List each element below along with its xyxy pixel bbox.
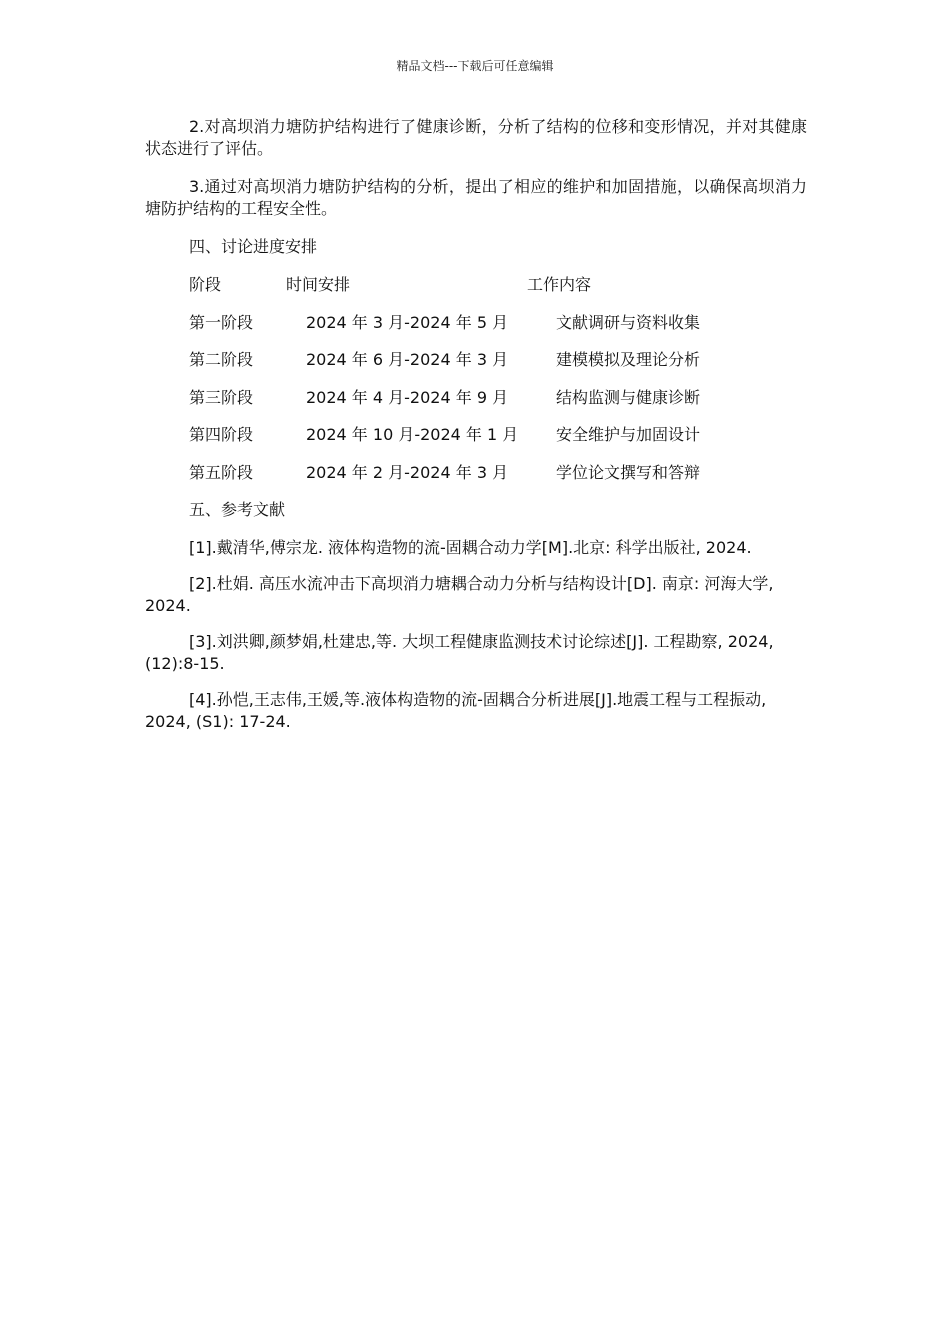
- schedule-row: [145, 312, 807, 334]
- schedule-header-row: [145, 274, 807, 296]
- schedule-work: 结构监测与健康诊断: [556, 387, 701, 407]
- references-heading: 五、参考文献: [189, 500, 286, 519]
- column-header-stage: 阶段: [189, 275, 222, 294]
- schedule-time: 2024 年 10 月-2024 年 1 月: [306, 425, 519, 444]
- schedule-row: [145, 387, 807, 409]
- reference-item: [2].杜娟. 高压水流冲击下高坝消力塘耦合动力分析与结构设计[D]. 南京: 河海大学, 2024.: [145, 574, 774, 615]
- schedule-work: 文献调研与资料收集: [556, 312, 701, 332]
- schedule-stage: 第五阶段: [189, 462, 254, 482]
- schedule-work: 学位论文撰写和答辩: [556, 462, 701, 482]
- schedule-row: [145, 462, 807, 484]
- schedule-heading: 四、讨论进度安排: [189, 237, 318, 256]
- schedule-stage: 第三阶段: [189, 387, 254, 407]
- column-header-work: 工作内容: [527, 275, 592, 294]
- conclusion-item-2: 2.对高坝消力塘防护结构进行了健康诊断，分析了结构的位移和变形情况，并对其健康状态进行了评估。: [145, 117, 807, 158]
- schedule-time: 2024 年 6 月-2024 年 3 月: [306, 350, 509, 369]
- schedule-time: 2024 年 4 月-2024 年 9 月: [306, 387, 509, 407]
- schedule-row: [145, 424, 807, 446]
- schedule-time: 2024 年 2 月-2024 年 3 月: [306, 462, 509, 482]
- schedule-work: 建模模拟及理论分析: [556, 350, 701, 369]
- document-body: [145, 116, 807, 747]
- schedule-work: 安全维护与加固设计: [556, 425, 701, 444]
- schedule-stage: 第一阶段: [189, 312, 254, 332]
- schedule-stage: 第四阶段: [189, 425, 254, 444]
- reference-item: [1].戴清华,傅宗龙. 液体构造物的流-固耦合动力学[M].北京: 科学出版社, 2024.: [189, 538, 752, 557]
- schedule-row: [145, 349, 807, 371]
- page-header: 精品文档---下载后可任意编辑: [396, 59, 554, 73]
- column-header-time: 时间安排: [286, 275, 351, 294]
- schedule-stage: 第二阶段: [189, 350, 254, 369]
- conclusion-item-3: 3.通过对高坝消力塘防护结构的分析，提出了相应的维护和加固措施，以确保高坝消力塘防护结构的工程安全性。: [145, 177, 807, 218]
- reference-item: [3].刘洪卿,颜梦娟,杜建忠,等. 大坝工程健康监测技术讨论综述[J]. 工程勘察, 2024, (12):8-15.: [145, 632, 774, 673]
- reference-item: [4].孙恺,王志伟,王媛,等.液体构造物的流-固耦合分析进展[J].地震工程与工程振动, 2024, (S1): 17-24.: [145, 690, 767, 731]
- schedule-time: 2024 年 3 月-2024 年 5 月: [306, 312, 509, 332]
